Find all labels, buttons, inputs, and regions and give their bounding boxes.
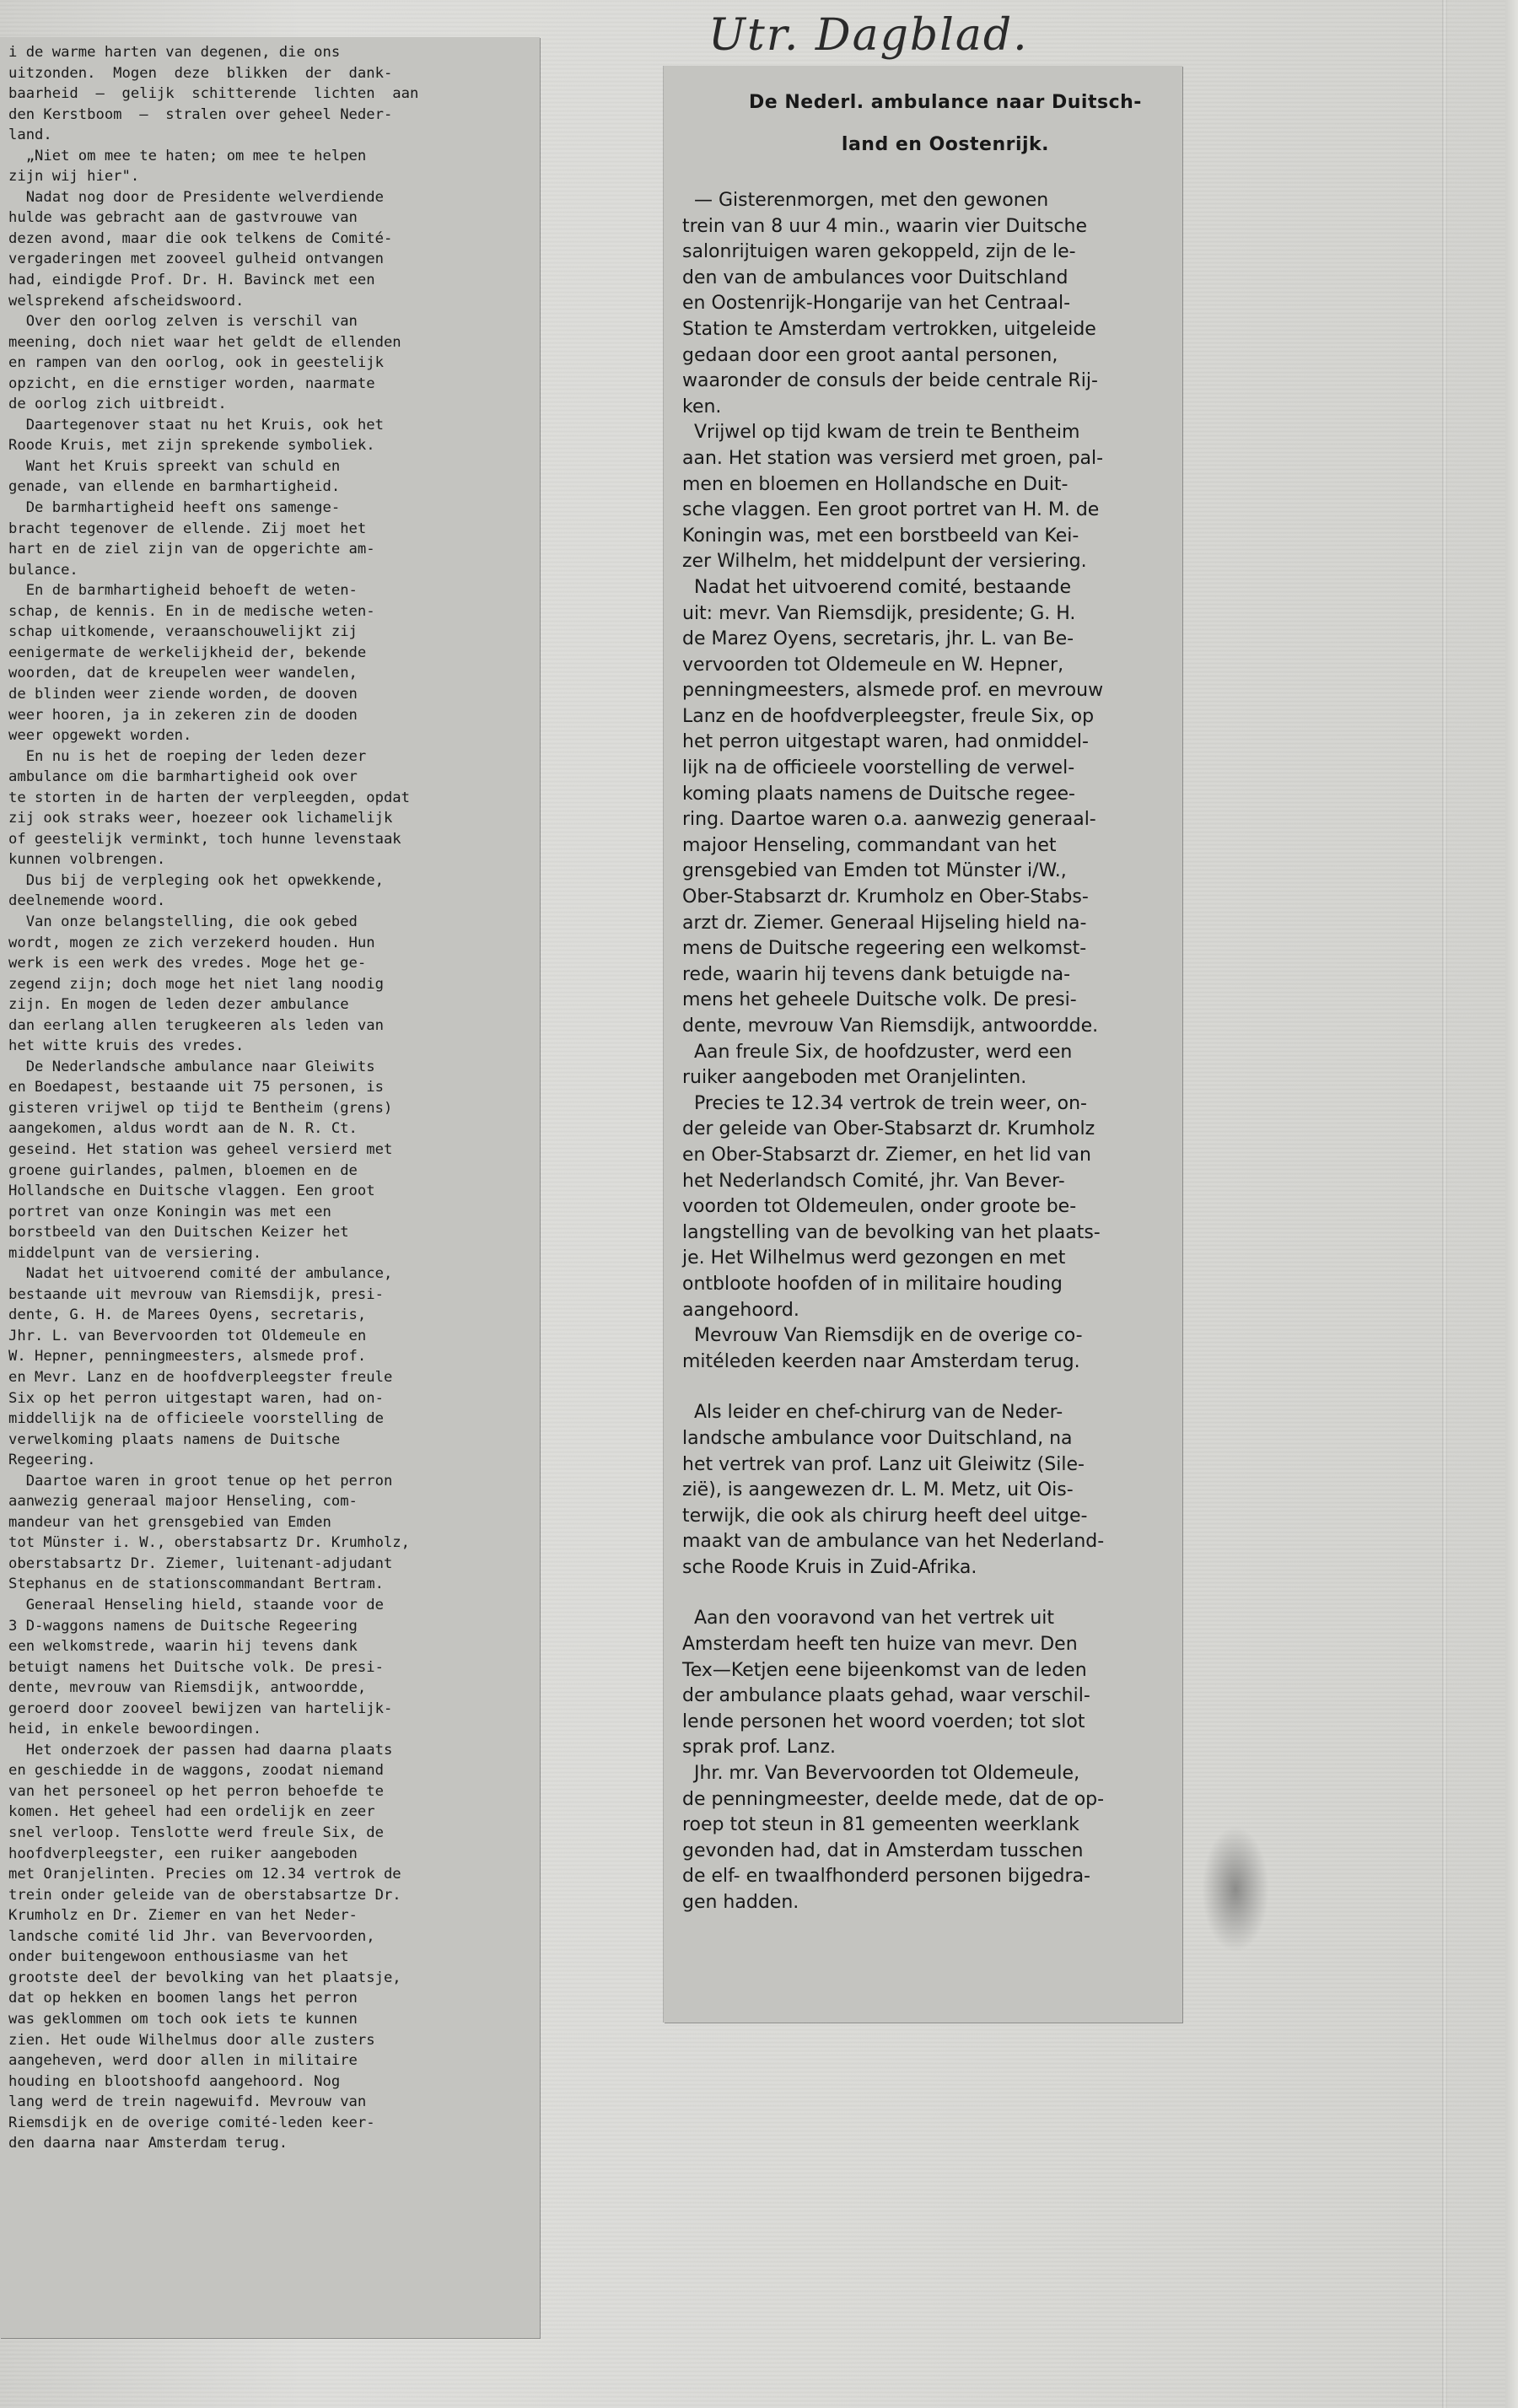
text-line: den daarna naar Amsterdam terug. <box>8 2135 288 2152</box>
text-line: mens de Duitsche regeering een welkomst- <box>682 938 1087 960</box>
text-line: rede, waarin hij tevens dank betuigde na- <box>682 963 1071 985</box>
text-line: sche Roode Kruis in Zuid-Afrika. <box>682 1556 977 1578</box>
text-line: welsprekend afscheidswoord. <box>8 292 245 310</box>
text-line: Hollandsche en Duitsche vlaggen. Een groot <box>8 1182 375 1200</box>
text-line: mitéleden keerden naar Amsterdam terug. <box>682 1350 1080 1372</box>
text-line: en rampen van den oorlog, ook in geestelijk <box>8 354 384 372</box>
text-line: Roode Kruis, met zijn sprekende symboliek. <box>8 437 375 455</box>
handwritten-source-note: Utr. Dagblad. <box>708 10 1029 61</box>
text-line: woorden, dat de kreupelen weer wandelen, <box>8 665 358 682</box>
text-line: portret van onze Koningin was met een <box>8 1203 331 1220</box>
text-line: Het onderzoek der passen had daarna plaats <box>8 1741 393 1759</box>
text-line: te storten in de harten der verpleegden, opdat <box>8 789 410 806</box>
text-line: grensgebied van Emden tot Münster i/W., <box>682 860 1067 882</box>
text-line: — Gisterenmorgen, met den gewonen <box>682 190 1049 211</box>
text-line: majoor Henseling, commandant van het <box>682 834 1057 856</box>
text-line: der ambulance plaats gehad, waar verschil- <box>682 1685 1090 1707</box>
text-line: lende personen het woord voerden; tot slot <box>682 1710 1085 1732</box>
page-edge <box>1505 0 1518 2408</box>
text-line: landsche ambulance voor Duitschland, na <box>682 1427 1073 1449</box>
text-line: en geschiedde in de waggons, zoodat niemand <box>8 1762 384 1780</box>
text-line: 3 D-waggons namens de Duitsche Regeering <box>8 1617 358 1635</box>
text-line: uitzonden. Mogen deze blikken der dank- <box>8 64 393 82</box>
text-line: wordt, mogen ze zich verzekerd houden. Hun <box>8 934 375 951</box>
text-line: Six op het perron uitgestapt waren, had on- <box>8 1389 384 1407</box>
text-line: sprak prof. Lanz. <box>682 1737 837 1759</box>
text-line: een welkomstrede, waarin hij tevens dank <box>8 1638 358 1656</box>
text-line: dente, G. H. de Marees Oyens, secretaris, <box>8 1306 367 1324</box>
text-line: hoofdverpleegster, een ruiker aangeboden <box>8 1845 358 1862</box>
text-line: grootste deel der bevolking van het plaatsje, <box>8 1969 401 1986</box>
text-line: aangeheven, werd door allen in militaire <box>8 2052 358 2070</box>
text-line: den van de ambulances voor Duitschland <box>682 267 1069 288</box>
text-line: met Oranjelinten. Precies om 12.34 vertrok de <box>8 1866 401 1883</box>
text-line: lijk na de officieele voorstelling de verwel- <box>682 757 1075 779</box>
text-line: Tex—Ketjen eene bijeenkomst van de leden <box>682 1659 1087 1681</box>
right-newspaper-clipping <box>664 66 1182 2023</box>
text-line: ontbloote hoofden of in militaire houding <box>682 1273 1063 1295</box>
text-line: den Kerstboom — stralen over geheel Neder- <box>8 105 393 123</box>
text-line: En de barmhartigheid behoeft de weten- <box>8 582 358 600</box>
text-line: zer Wilhelm, het middelpunt der versiering. <box>682 551 1087 573</box>
text-line: Station te Amsterdam vertrokken, uitgeleide <box>682 318 1096 340</box>
right-clipping-headline <box>682 71 1167 176</box>
text-line: ken. <box>682 396 722 417</box>
text-line: opzicht, en die ernstiger worden, naarmate <box>8 374 375 392</box>
text-line: het perron uitgestapt waren, had onmiddel- <box>682 731 1089 753</box>
text-line: geroerd door zooveel bewijzen van hartelijk- <box>8 1700 393 1717</box>
text-line: zijn wij hier". <box>8 168 140 186</box>
right-clipping-text <box>682 188 1167 1916</box>
text-line: trein van 8 uur 4 min., waarin vier Duitsche <box>682 215 1087 237</box>
text-line: trein onder geleide van de oberstabsartze Dr. <box>8 1886 401 1904</box>
paragraph-gap <box>682 1581 1167 1606</box>
text-line: heid, in enkele bewoordingen. <box>8 1721 262 1738</box>
text-line: bulance. <box>8 561 78 579</box>
text-line: De Nederlandsche ambulance naar Gleiwits <box>8 1058 375 1075</box>
text-line: zijn. En mogen de leden dezer ambulance <box>8 996 349 1014</box>
text-line: de elf- en twaalfhonderd personen bijgedra- <box>682 1866 1090 1888</box>
text-line: meening, doch niet waar het geldt de ellenden <box>8 333 401 351</box>
text-line: zegend zijn; doch moge het niet lang noodig <box>8 975 384 993</box>
text-line: dan eerlang allen terugkeeren als leden van <box>8 1016 384 1034</box>
text-line: roep tot steun in 81 gemeenten weerklank <box>682 1814 1079 1836</box>
text-line: gen hadden. <box>682 1892 799 1913</box>
text-line: maakt van de ambulance van het Nederland- <box>682 1531 1105 1553</box>
text-line: geseind. Het station was geheel versierd met <box>8 1140 393 1158</box>
page-fold <box>1442 0 1447 2408</box>
text-line: lang werd de trein nagewuifd. Mevrouw van <box>8 2093 367 2111</box>
text-line: koming plaats namens de Duitsche regee- <box>682 783 1075 805</box>
text-line: Over den oorlog zelven is verschil van <box>8 313 358 331</box>
text-line: arzt dr. Ziemer. Generaal Hijseling hield na- <box>682 912 1087 934</box>
text-line: voorden tot Oldemeulen, onder groote be- <box>682 1196 1077 1218</box>
text-line: landsche comité lid Jhr. van Bevervoorden, <box>8 1927 375 1945</box>
text-line: Mevrouw Van Riemsdijk en de overige co- <box>682 1325 1083 1347</box>
text-line: aangehoord. <box>682 1299 799 1321</box>
text-line: Want het Kruis spreekt van schuld en <box>8 457 341 475</box>
text-line: waaronder de consuls der beide centrale Rij- <box>682 370 1098 392</box>
text-line: baarheid — gelijk schitterende lichten aan <box>8 85 419 103</box>
text-line: de oorlog zich uitbreidt. <box>8 396 227 413</box>
text-line: middelpunt van de versiering. <box>8 1244 262 1262</box>
text-line: aan. Het station was versierd met groen, pal- <box>682 447 1104 469</box>
text-line: vervoorden tot Oldemeule en W. Hepner, <box>682 654 1064 676</box>
text-line: gedaan door een groot aantal personen, <box>682 344 1058 366</box>
text-line: „Niet om mee te haten; om mee te helpen <box>8 147 367 164</box>
text-line: het vertrek van prof. Lanz uit Gleiwitz (Sile- <box>682 1453 1085 1475</box>
text-line: Krumholz en Dr. Ziemer en van het Neder- <box>8 1907 358 1925</box>
text-line: terwijk, die ook als chirurg heeft deel uitge- <box>682 1505 1088 1527</box>
text-line: Nadat nog door de Presidente welverdiende <box>8 188 384 206</box>
text-line: borstbeeld van den Duitschen Keizer het <box>8 1224 349 1242</box>
text-line: je. Het Wilhelmus werd gezongen en met <box>682 1247 1066 1269</box>
text-line: bracht tegenover de ellende. Zij moet het <box>8 520 367 537</box>
text-line: aanwezig generaal majoor Henseling, com- <box>8 1493 358 1511</box>
text-line: Regeering. <box>8 1452 96 1469</box>
text-line: Ober-Stabsarzt dr. Krumholz en Ober-Stabs- <box>682 886 1089 908</box>
text-line: onder buitengewoon enthousiasme van het <box>8 1948 349 1966</box>
text-line: Als leider en chef-chirurg van de Neder- <box>682 1402 1063 1424</box>
text-line: komen. Het geheel had een ordelijk en zeer <box>8 1803 375 1821</box>
text-line: ruiker aangeboden met Oranjelinten. <box>682 1067 1027 1089</box>
text-line: Aan den vooravond van het vertrek uit <box>682 1608 1055 1630</box>
text-line: werk is een werk des vredes. Moge het ge- <box>8 955 367 972</box>
text-line: uit: mevr. Van Riemsdijk, presidente; G. H. <box>682 602 1076 624</box>
text-line: Nadat het uitvoerend comité, bestaande <box>682 576 1072 598</box>
text-line: het Nederlandsch Comité, jhr. Van Bever- <box>682 1170 1065 1192</box>
text-line: Precies te 12.34 vertrok de trein weer, on- <box>682 1092 1087 1114</box>
text-line: En nu is het de roeping der leden dezer <box>8 747 367 765</box>
text-line: betuigt namens het Duitsche volk. De presi- <box>8 1658 384 1676</box>
text-line: weer opgewekt worden. <box>8 727 192 745</box>
text-line: sche vlaggen. Een groot portret van H. M. de <box>682 499 1100 521</box>
text-line: houding en blootshoofd aangehoord. Nog <box>8 2072 341 2090</box>
text-line: hulde was gebracht aan de gastvrouwe van <box>8 209 358 227</box>
text-line: aangekomen, aldus wordt aan de N. R. Ct. <box>8 1120 358 1138</box>
text-line: snel verloop. Tenslotte werd freule Six, de <box>8 1824 384 1842</box>
headline-line: land en Oostenrijk. <box>841 134 1050 155</box>
left-newspaper-clipping <box>0 37 540 2338</box>
text-line: groene guirlandes, palmen, bloemen en de <box>8 1161 358 1179</box>
text-line: De barmhartigheid heeft ons samenge- <box>8 499 341 517</box>
text-line: salonrijtuigen waren gekoppeld, zijn de le- <box>682 241 1076 263</box>
text-line: zië), is aangewezen dr. L. M. Metz, uit Ois- <box>682 1479 1074 1501</box>
headline-line: De Nederl. ambulance naar Duitsch- <box>749 92 1142 113</box>
text-line: tot Münster i. W., oberstabsartz Dr. Krumholz, <box>8 1534 410 1552</box>
text-line: Nadat het uitvoerend comité der ambulance, <box>8 1265 393 1283</box>
text-line: gisteren vrijwel op tijd te Bentheim (grens) <box>8 1099 393 1117</box>
text-line: Vrijwel op tijd kwam de trein te Bentheim <box>682 422 1080 444</box>
text-line: weer hooren, ja in zekeren zin de dooden <box>8 706 358 724</box>
text-line: dente, mevrouw Van Riemsdijk, antwoordde. <box>682 1015 1099 1037</box>
text-line: genade, van ellende en barmhartigheid. <box>8 478 341 496</box>
text-line: van het personeel op het perron behoefde te <box>8 1782 384 1800</box>
text-line: de blinden weer ziende worden, de dooven <box>8 685 358 703</box>
text-line: Generaal Henseling hield, staande voor de <box>8 1597 384 1614</box>
text-line: kunnen volbrengen. <box>8 851 166 869</box>
text-line: dat op hekken en boomen langs het perron <box>8 1990 358 2007</box>
text-line: de penningmeester, deelde mede, dat de op- <box>682 1788 1105 1810</box>
text-line: zij ook straks weer, hoezeer ook lichamelijk <box>8 810 393 827</box>
left-clipping-text <box>8 42 533 2154</box>
text-line: hart en de ziel zijn van de opgerichte am- <box>8 541 375 558</box>
text-line: en Mevr. Lanz en de hoofdverpleegster freule <box>8 1369 393 1386</box>
text-line: ambulance om die barmhartigheid ook over <box>8 768 358 786</box>
text-line: middellijk na de officieele voorstelling de <box>8 1410 384 1428</box>
text-line: vergaderingen met zooveel gulheid ontvangen <box>8 250 384 268</box>
text-line: Jhr. L. van Bevervoorden tot Oldemeule en <box>8 1327 367 1344</box>
text-line: i de warme harten van degenen, die ons <box>8 44 341 61</box>
text-line: bestaande uit mevrouw van Riemsdijk, presi- <box>8 1285 384 1303</box>
text-line: dezen avond, maar die ook telkens de Comité- <box>8 229 393 247</box>
text-line: en Oostenrijk-Hongarije van het Centraal- <box>682 293 1071 315</box>
text-line: Koningin was, met een borstbeeld van Kei- <box>682 525 1079 547</box>
text-line: deelnemende woord. <box>8 892 166 910</box>
text-line: Daartoe waren in groot tenue op het perron <box>8 1472 393 1490</box>
text-line: de Marez Oyens, secretaris, jhr. L. van Be- <box>682 628 1074 650</box>
text-line: W. Hepner, penningmeesters, alsmede prof. <box>8 1348 367 1366</box>
text-line: ring. Daartoe waren o.a. aanwezig generaal- <box>682 809 1096 831</box>
text-line: Daartegenover staat nu het Kruis, ook het <box>8 416 384 434</box>
ink-smudge <box>1202 1826 1269 1953</box>
text-line: verwelkoming plaats namens de Duitsche <box>8 1430 341 1448</box>
text-line: schap, de kennis. En in de medische weten- <box>8 602 375 620</box>
text-line: dente, mevrouw van Riemsdijk, antwoordde, <box>8 1679 367 1697</box>
text-line: Aan freule Six, de hoofdzuster, werd een <box>682 1041 1073 1063</box>
text-line: zien. Het oude Wilhelmus door alle zusters <box>8 2031 375 2049</box>
text-line: land. <box>8 127 52 144</box>
text-line: was geklommen om toch ook iets te kunnen <box>8 2010 358 2028</box>
text-line: had, eindigde Prof. Dr. H. Bavinck met een <box>8 272 375 289</box>
text-line: langstelling van de bevolking van het plaats- <box>682 1221 1101 1243</box>
text-line: oberstabsartz Dr. Ziemer, luitenant-adjudant <box>8 1554 393 1572</box>
text-line: Riemsdijk en de overige comité-leden keer- <box>8 2114 375 2131</box>
text-line: mens het geheele Duitsche volk. De presi- <box>682 989 1077 1011</box>
text-line: Amsterdam heeft ten huize van mevr. Den <box>682 1634 1078 1656</box>
text-line: Stephanus en de stationscommandant Bertram. <box>8 1576 384 1593</box>
text-line: of geestelijk verminkt, toch hunne levenstaak <box>8 830 401 848</box>
text-line: het witte kruis des vredes. <box>8 1037 245 1055</box>
text-line: Van onze belangstelling, die ook gebed <box>8 913 358 930</box>
text-line: Lanz en de hoofdverpleegster, freule Six, op <box>682 705 1095 727</box>
text-line: en Boedapest, bestaande uit 75 personen, is <box>8 1079 384 1096</box>
text-line: men en bloemen en Hollandsche en Duit- <box>682 473 1069 495</box>
text-line: penningmeesters, alsmede prof. en mevrouw <box>682 680 1104 702</box>
text-line: eenigermate de werkelijkheid der, bekende <box>8 644 367 661</box>
paragraph-gap <box>682 1375 1167 1400</box>
text-line: Dus bij de verpleging ook het opwekkende, <box>8 871 384 889</box>
text-line: Jhr. mr. Van Bevervoorden tot Oldemeule, <box>682 1763 1080 1785</box>
text-line: der geleide van Ober-Stabsarzt dr. Krumholz <box>682 1118 1095 1140</box>
text-line: mandeur van het grensgebied van Emden <box>8 1513 331 1531</box>
text-line: schap uitkomende, veraanschouwelijkt zij <box>8 623 358 641</box>
text-line: gevonden had, dat in Amsterdam tusschen <box>682 1840 1084 1861</box>
text-line: en Ober-Stabsarzt dr. Ziemer, en het lid van <box>682 1144 1091 1166</box>
